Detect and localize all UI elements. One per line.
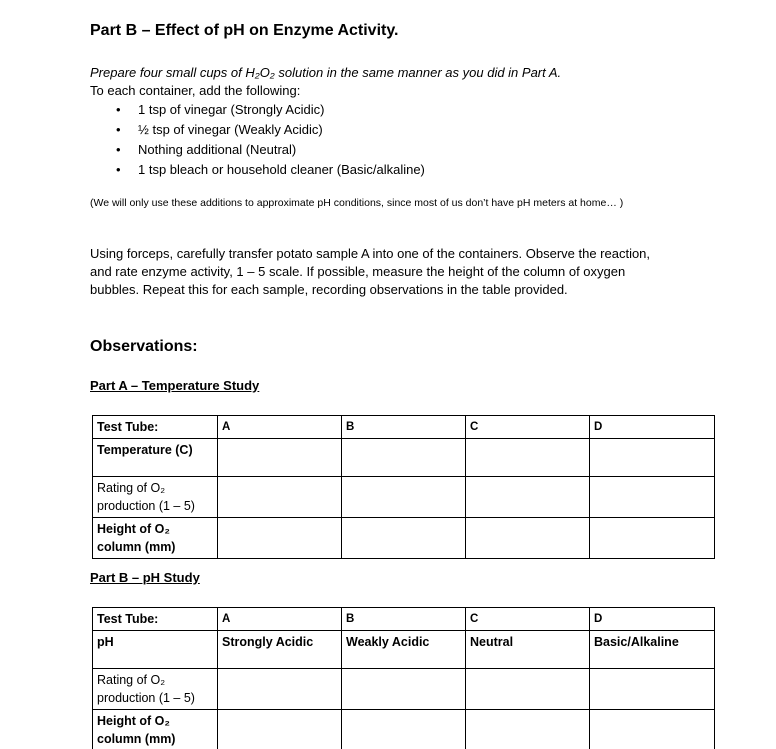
table-row bbox=[93, 710, 715, 749]
table-cell[interactable] bbox=[590, 669, 715, 710]
list-item: • 1 tsp of vinegar (Strongly Acidic) bbox=[110, 100, 425, 120]
table-cell[interactable] bbox=[342, 518, 466, 559]
table-cell: Weakly Acidic bbox=[342, 631, 466, 669]
table-cell[interactable] bbox=[218, 518, 342, 559]
procedure-paragraph: Using forceps, carefully transfer potato sample A into one of the containers. Observe the reaction, and rate enzyme activity, 1 – 5 scale. If possible, measure the height of the column of oxygen bubbles. Repeat this for each sample, recording observations in the table provided. bbox=[90, 246, 651, 297]
additions-list bbox=[110, 100, 425, 180]
table-cell: B bbox=[342, 416, 466, 439]
table-cell[interactable] bbox=[466, 439, 590, 477]
observations-heading: Observations: bbox=[90, 338, 198, 355]
table-cell: B bbox=[342, 608, 466, 631]
table-row bbox=[93, 416, 715, 439]
table-cell: A bbox=[218, 608, 342, 631]
table-cell[interactable] bbox=[590, 439, 715, 477]
part-b-heading: Part B – Effect of pH on Enzyme Activity. bbox=[90, 22, 399, 39]
table-cell[interactable] bbox=[342, 439, 466, 477]
table-cell: Basic/Alkaline bbox=[590, 631, 715, 669]
table-cell[interactable] bbox=[218, 439, 342, 477]
intro-line-2: To each container, add the following: bbox=[90, 83, 301, 98]
table-row bbox=[93, 477, 715, 518]
intro-line-1: Prepare four small cups of H₂O₂ solution in the same manner as you did in Part A. bbox=[90, 65, 562, 80]
table-cell[interactable] bbox=[466, 710, 590, 749]
table-cell: C bbox=[466, 608, 590, 631]
table-cell: D bbox=[590, 608, 715, 631]
table-cell[interactable] bbox=[218, 669, 342, 710]
row-label: Height of O₂ column (mm) bbox=[93, 710, 218, 749]
table-cell[interactable] bbox=[466, 477, 590, 518]
table-cell: C bbox=[466, 416, 590, 439]
table-cell[interactable] bbox=[590, 477, 715, 518]
table-cell[interactable] bbox=[342, 669, 466, 710]
part-b-title: Part B – pH Study bbox=[90, 570, 200, 585]
table-row bbox=[93, 608, 715, 631]
table-cell[interactable] bbox=[342, 710, 466, 749]
row-label: Height of O₂ column (mm) bbox=[93, 518, 218, 559]
row-label: pH bbox=[93, 631, 218, 669]
part-a-title: Part A – Temperature Study bbox=[90, 378, 260, 393]
table-cell[interactable] bbox=[218, 710, 342, 749]
row-label: Temperature (C) bbox=[93, 439, 218, 477]
table-cell[interactable] bbox=[342, 477, 466, 518]
table-cell: D bbox=[590, 416, 715, 439]
row-label: Rating of O₂ production (1 – 5) bbox=[93, 669, 218, 710]
table-cell: Strongly Acidic bbox=[218, 631, 342, 669]
row-label: Test Tube: bbox=[93, 608, 218, 631]
temperature-table bbox=[92, 415, 715, 559]
table-cell[interactable] bbox=[466, 518, 590, 559]
table-row bbox=[93, 439, 715, 477]
table-row bbox=[93, 518, 715, 559]
row-label: Test Tube: bbox=[93, 416, 218, 439]
table-cell[interactable] bbox=[218, 477, 342, 518]
row-label: Rating of O₂ production (1 – 5) bbox=[93, 477, 218, 518]
table-cell[interactable] bbox=[466, 669, 590, 710]
list-item: • 1 tsp bleach or household cleaner (Basic/alkaline) bbox=[110, 160, 425, 180]
ph-table bbox=[92, 607, 715, 749]
intro-text bbox=[90, 64, 561, 100]
ph-note: (We will only use these additions to approximate pH conditions, since most of us don’t have pH meters at home… ) bbox=[90, 197, 624, 209]
list-item: • ½ tsp of vinegar (Weakly Acidic) bbox=[110, 120, 425, 140]
table-row bbox=[93, 631, 715, 669]
table-cell: Neutral bbox=[466, 631, 590, 669]
list-item: • Nothing additional (Neutral) bbox=[110, 140, 425, 160]
table-cell[interactable] bbox=[590, 518, 715, 559]
table-cell: A bbox=[218, 416, 342, 439]
table-row bbox=[93, 669, 715, 710]
table-cell[interactable] bbox=[590, 710, 715, 749]
